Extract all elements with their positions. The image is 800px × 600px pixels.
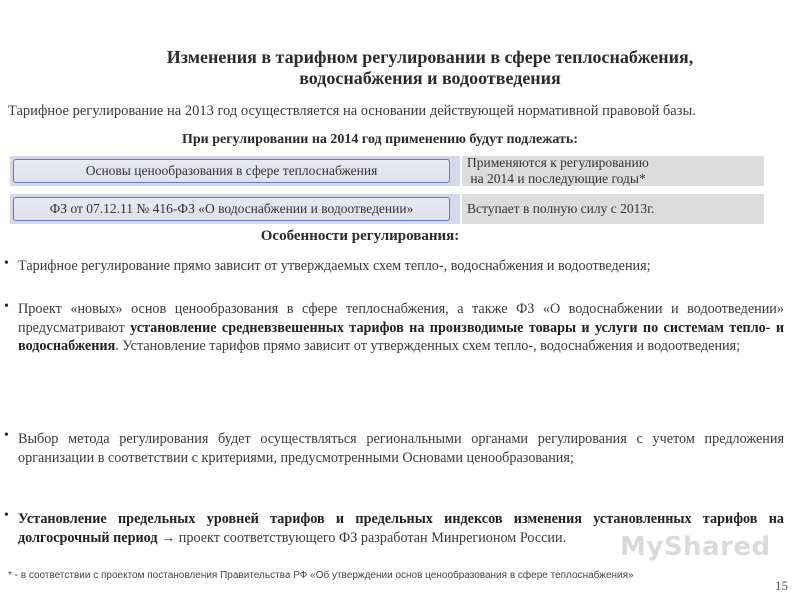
bullet-dot-2: •	[4, 299, 9, 314]
bullet-2-post: . Установление тарифов прямо зависит от утвержденных схем тепло-, водоснабжения и водоотведения;	[115, 338, 741, 354]
row-2-status	[467, 201, 655, 217]
row-1-status-line-2: на 2014 и последующие годы*	[467, 171, 646, 186]
title-line-2: водоснабжения и водоотведения	[299, 68, 561, 88]
bullet-dot-3: •	[4, 428, 9, 443]
row-1-doc-button[interactable]	[13, 159, 450, 183]
watermark-logo: MyShared	[620, 532, 771, 562]
intro-text: Тарифное регулирование на 2013 год осуществляется на основании действующей нормативной правовой базы.	[8, 103, 696, 119]
row-2-doc-label: ФЗ от 07.12.11 № 416-ФЗ «О водоснабжении и водоотведении»	[49, 201, 414, 216]
bullet-3-text: Выбор метода регулирования будет осуществляться региональными органами регулирования с учетом предложения организации в соответствии с критериями, предусмотренными Основами ценообразования;	[18, 431, 784, 466]
bullet-2-bold: установление средневзвешенных тарифов на производимые товары и услуги по системам тепло- и водоснабжения	[18, 319, 784, 354]
bullet-2-pre: Проект «новых» основ ценообразования в сфере теплоснабжения, а также ФЗ «О водоснабжении и водоотведении» предусматривают	[18, 301, 784, 336]
footnote: * - в соответствии с проектом постановления Правительства РФ «Об утверждении основ ценообразования в сфере теплоснабжения»	[8, 570, 634, 581]
subheading: При регулировании на 2014 год применению будут подлежать:	[182, 132, 578, 147]
bullet-dot-4: •	[4, 508, 9, 523]
row-1-status	[467, 155, 649, 187]
slide-title	[120, 47, 740, 89]
bullet-2-text	[18, 300, 784, 356]
bullet-4-post: → проект соответствующего ФЗ разработан Минрегионом России.	[157, 529, 567, 546]
row-1-doc-label: Основы ценообразования в сфере теплоснабжения	[85, 163, 378, 178]
row-2-status-line-1: Вступает в полную силу с 2013г.	[467, 201, 655, 216]
row-2-doc-button[interactable]	[13, 197, 450, 221]
title-line-1: Изменения в тарифном регулировании в сфере теплоснабжения,	[166, 47, 694, 67]
features-heading: Особенности регулирования:	[260, 228, 460, 244]
bullet-4-bold: Установление предельных уровней тарифов и предельных индексов изменения установленных тарифов на долгосрочный период	[18, 511, 784, 546]
bullet-dot-1: •	[4, 256, 9, 271]
page-number: 15	[775, 578, 788, 593]
row-1-status-line-1: Применяются к регулированию	[467, 155, 649, 170]
bullet-1-text: Тарифное регулирование прямо зависит от утверждаемых схем тепло-, водоснабжения и водоотведения;	[18, 258, 651, 274]
